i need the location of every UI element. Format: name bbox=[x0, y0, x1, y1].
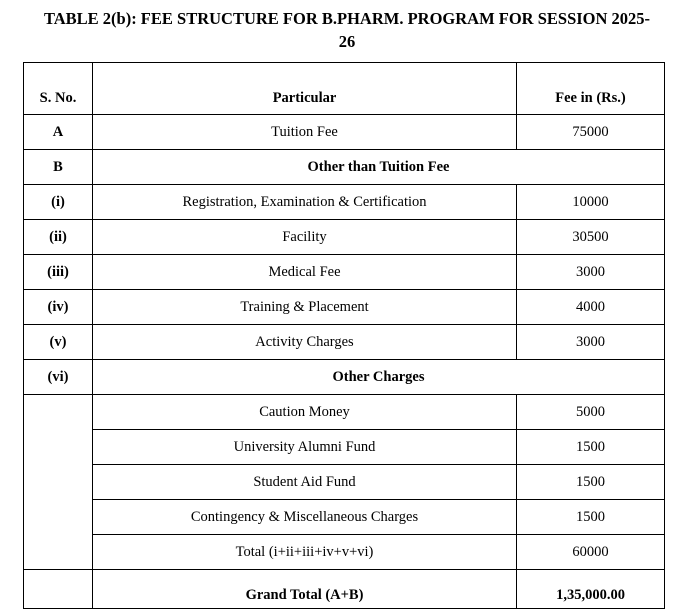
sno-i: (i) bbox=[24, 185, 93, 220]
fee-registration: 10000 bbox=[517, 185, 665, 220]
table-row bbox=[24, 255, 665, 290]
table-row-grand-total bbox=[24, 570, 665, 609]
sno-grand-total-blank bbox=[24, 570, 93, 609]
table-row bbox=[24, 500, 665, 535]
table-row-other-charges bbox=[24, 360, 665, 395]
table-title-line-2: 26 bbox=[338, 32, 356, 51]
particular-activity-charges: Activity Charges bbox=[93, 325, 517, 360]
fee-total: 60000 bbox=[517, 535, 665, 570]
fee-caution-money: 5000 bbox=[517, 395, 665, 430]
table-row-section-b bbox=[24, 150, 665, 185]
particular-registration: Registration, Examination & Certification bbox=[93, 185, 517, 220]
table-row bbox=[24, 325, 665, 360]
particular-facility: Facility bbox=[93, 220, 517, 255]
header-fee: Fee in (Rs.) bbox=[517, 63, 665, 115]
fee-contingency: 1500 bbox=[517, 500, 665, 535]
sno-ii: (ii) bbox=[24, 220, 93, 255]
sno-iv: (iv) bbox=[24, 290, 93, 325]
table-row-total bbox=[24, 535, 665, 570]
sno-iii: (iii) bbox=[24, 255, 93, 290]
particular-tuition-fee: Tuition Fee bbox=[93, 115, 517, 150]
table-row-tuition bbox=[24, 115, 665, 150]
sno-v: (v) bbox=[24, 325, 93, 360]
particular-medical-fee: Medical Fee bbox=[93, 255, 517, 290]
table-title bbox=[0, 7, 694, 53]
other-charges-heading: Other Charges bbox=[93, 360, 665, 395]
particular-alumni-fund: University Alumni Fund bbox=[93, 430, 517, 465]
sno-b: B bbox=[24, 150, 93, 185]
fee-alumni-fund: 1500 bbox=[517, 430, 665, 465]
grand-total-value: 1,35,000.00 bbox=[517, 570, 665, 609]
sno-blank-cell bbox=[24, 395, 93, 570]
header-sno: S. No. bbox=[24, 63, 93, 115]
grand-total-label: Grand Total (A+B) bbox=[93, 570, 517, 609]
table-row bbox=[24, 465, 665, 500]
fee-facility: 30500 bbox=[517, 220, 665, 255]
table-row bbox=[24, 220, 665, 255]
table-row bbox=[24, 185, 665, 220]
particular-contingency: Contingency & Miscellaneous Charges bbox=[93, 500, 517, 535]
table-title-line-1: TABLE 2(b): FEE STRUCTURE FOR B.PHARM. PROGRAM FOR SESSION 2025- bbox=[43, 9, 651, 28]
table-header-row bbox=[24, 63, 665, 115]
table-row bbox=[24, 430, 665, 465]
fee-training-placement: 4000 bbox=[517, 290, 665, 325]
section-b-heading: Other than Tuition Fee bbox=[93, 150, 665, 185]
particular-total: Total (i+ii+iii+iv+v+vi) bbox=[93, 535, 517, 570]
fee-medical: 3000 bbox=[517, 255, 665, 290]
fee-structure-table bbox=[23, 62, 665, 609]
header-particular: Particular bbox=[93, 63, 517, 115]
particular-caution-money: Caution Money bbox=[93, 395, 517, 430]
sno-a: A bbox=[24, 115, 93, 150]
table-row bbox=[24, 290, 665, 325]
particular-training-placement: Training & Placement bbox=[93, 290, 517, 325]
particular-student-aid-fund: Student Aid Fund bbox=[93, 465, 517, 500]
fee-activity-charges: 3000 bbox=[517, 325, 665, 360]
fee-tuition: 75000 bbox=[517, 115, 665, 150]
sno-vi: (vi) bbox=[24, 360, 93, 395]
fee-student-aid-fund: 1500 bbox=[517, 465, 665, 500]
table-row bbox=[24, 395, 665, 430]
